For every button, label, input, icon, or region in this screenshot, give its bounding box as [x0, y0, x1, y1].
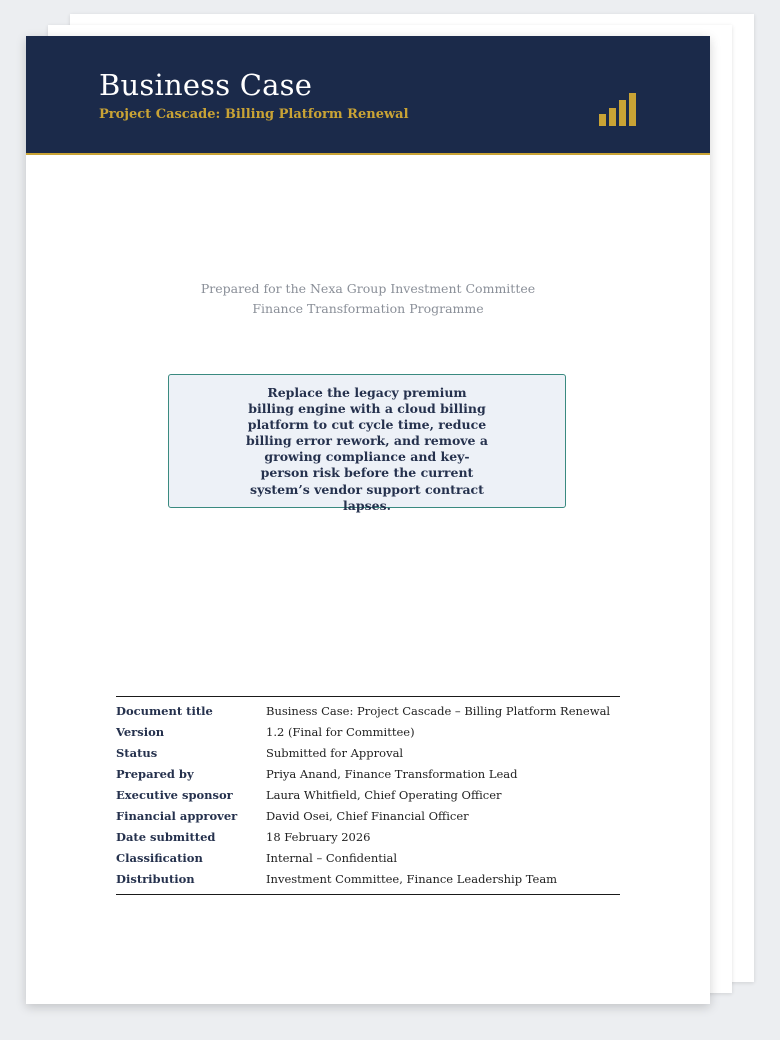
table-row	[116, 765, 620, 786]
row-label: Version	[116, 725, 165, 739]
table-row	[116, 807, 620, 828]
document-title: Business Case	[99, 68, 313, 102]
row-value: Investment Committee, Finance Leadership Team	[266, 872, 558, 886]
programme-line: Finance Transformation Programme	[252, 301, 484, 316]
summary-box	[168, 374, 566, 513]
table-row	[116, 744, 620, 765]
table-row	[116, 786, 620, 807]
table-row	[116, 828, 620, 849]
row-value: Internal – Confidential	[266, 851, 398, 865]
row-label: Date submitted	[116, 830, 216, 844]
row-label: Executive sponsor	[116, 788, 233, 802]
document-subtitle: Project Cascade: Billing Platform Renewal	[99, 107, 409, 122]
row-value: Laura Whitfield, Chief Operating Officer	[266, 788, 502, 802]
prepared-for-line: Prepared for the Nexa Group Investment Committee	[200, 281, 536, 296]
row-label: Prepared by	[116, 767, 194, 781]
row-value: David Osei, Chief Financial Officer	[266, 809, 469, 823]
row-value: Business Case: Project Cascade – Billing Platform Renewal	[266, 704, 611, 718]
document-control-table	[116, 696, 620, 895]
row-value: 1.2 (Final for Committee)	[266, 725, 415, 739]
row-value: Submitted for Approval	[266, 746, 404, 760]
row-label: Distribution	[116, 872, 195, 886]
cover-page	[26, 36, 710, 1004]
table-row	[116, 723, 620, 744]
table-row	[116, 702, 620, 723]
row-label: Classification	[116, 851, 203, 865]
summary-text: Replace the legacy premium billing engine with a cloud billing platform to cut cycle time, reduce billing error rework, and remove a growing compliance and key-person risk before the current system’s vendor support contract lapses.	[246, 385, 488, 513]
row-label: Status	[116, 746, 158, 760]
bar-chart-icon	[598, 92, 638, 128]
title-banner	[26, 36, 710, 155]
row-label: Financial approver	[116, 809, 238, 823]
row-value: 18 February 2026	[266, 830, 371, 844]
table-row	[116, 870, 620, 891]
row-value: Priya Anand, Finance Transformation Lead	[266, 767, 518, 781]
row-label: Document title	[116, 704, 213, 718]
table-row	[116, 849, 620, 870]
